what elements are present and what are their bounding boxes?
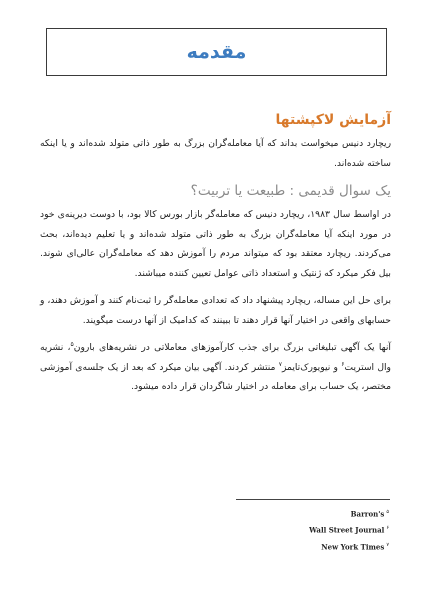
paragraph-3 xyxy=(40,338,391,397)
footnote-number: ۵ xyxy=(386,509,389,515)
paragraph-2: برای حل این مساله، ریچارد پیشنهاد داد که تعدادی معامله‌گر را ثبت‌نام کنند و آموزش دهند، و حسابهای واقعی در اختیار آنها قرار دهند تا ببینند که کدامیک از آنها درست میگویند. xyxy=(40,295,391,326)
footnote-text: Wall Street Journal xyxy=(309,525,385,535)
footnote-text: Barron's xyxy=(350,509,385,519)
paragraph-1: در اواسط سال ۱۹۸۳، ریچارد دنیس که معامله‌گر بازار بورس کالا بود، با دوست دیرینه‌ی خود در مورد اینکه آیا معامله‌گران بزرگ به طور ذاتی متولد شده‌اند و یا تعلیم دیده‌اند، بحث می‌کردند. ریچارد معتقد بود که میتواند مردم را آموزش دهد که معامله‌گران عالی‌ای شوند. بیل فکر میکرد که ژنتیک و استعداد ذاتی عوامل تعیین کننده میباشند. xyxy=(40,209,391,279)
footnote-text: New York Times xyxy=(321,541,385,551)
page-title: مقدمه xyxy=(186,41,247,63)
footnote-item xyxy=(220,505,389,521)
section-heading: آزمایش لاکپشتها xyxy=(275,112,391,128)
footnotes xyxy=(220,505,389,554)
footnote-number: ۶ xyxy=(386,525,389,532)
document-body xyxy=(40,100,391,405)
footnote-number: ۷ xyxy=(386,541,389,548)
ad-text-4: منتشر کردند. آگهی بیان میکرد که بعد از یک جلسه‌ی آموزشی مختصر، یک حساب برای معامله در اختیار شاگردان قرار داده میشود. xyxy=(40,361,391,392)
page-title-box xyxy=(46,28,387,76)
ad-text-3: و نیویورک‌تایمز xyxy=(281,361,342,373)
footnote-item xyxy=(220,538,389,554)
footnote-ref-5: ۵ xyxy=(70,340,74,348)
ad-text-2: ، نشریه وال استریت xyxy=(40,342,391,373)
ad-text-1: آنها یک آگهی تبلیغاتی بزرگ برای جذب کارآموزهای معاملاتی در نشریه‌های بارون xyxy=(73,342,391,353)
intro-paragraph: ریچارد دنیس میخواست بداند که آیا معامله‌گران بزرگ به طور ذاتی متولد شده‌اند و یا اینکه ساخته شده‌اند. xyxy=(40,138,391,169)
footnote-ref-7: ۷ xyxy=(278,360,282,368)
subsection-heading: یک سوال قدیمی : طبیعت یا تربیت؟ xyxy=(190,183,391,199)
footnote-item xyxy=(220,521,389,537)
footnote-separator xyxy=(236,499,390,500)
footnote-ref-6: ۶ xyxy=(341,360,345,368)
